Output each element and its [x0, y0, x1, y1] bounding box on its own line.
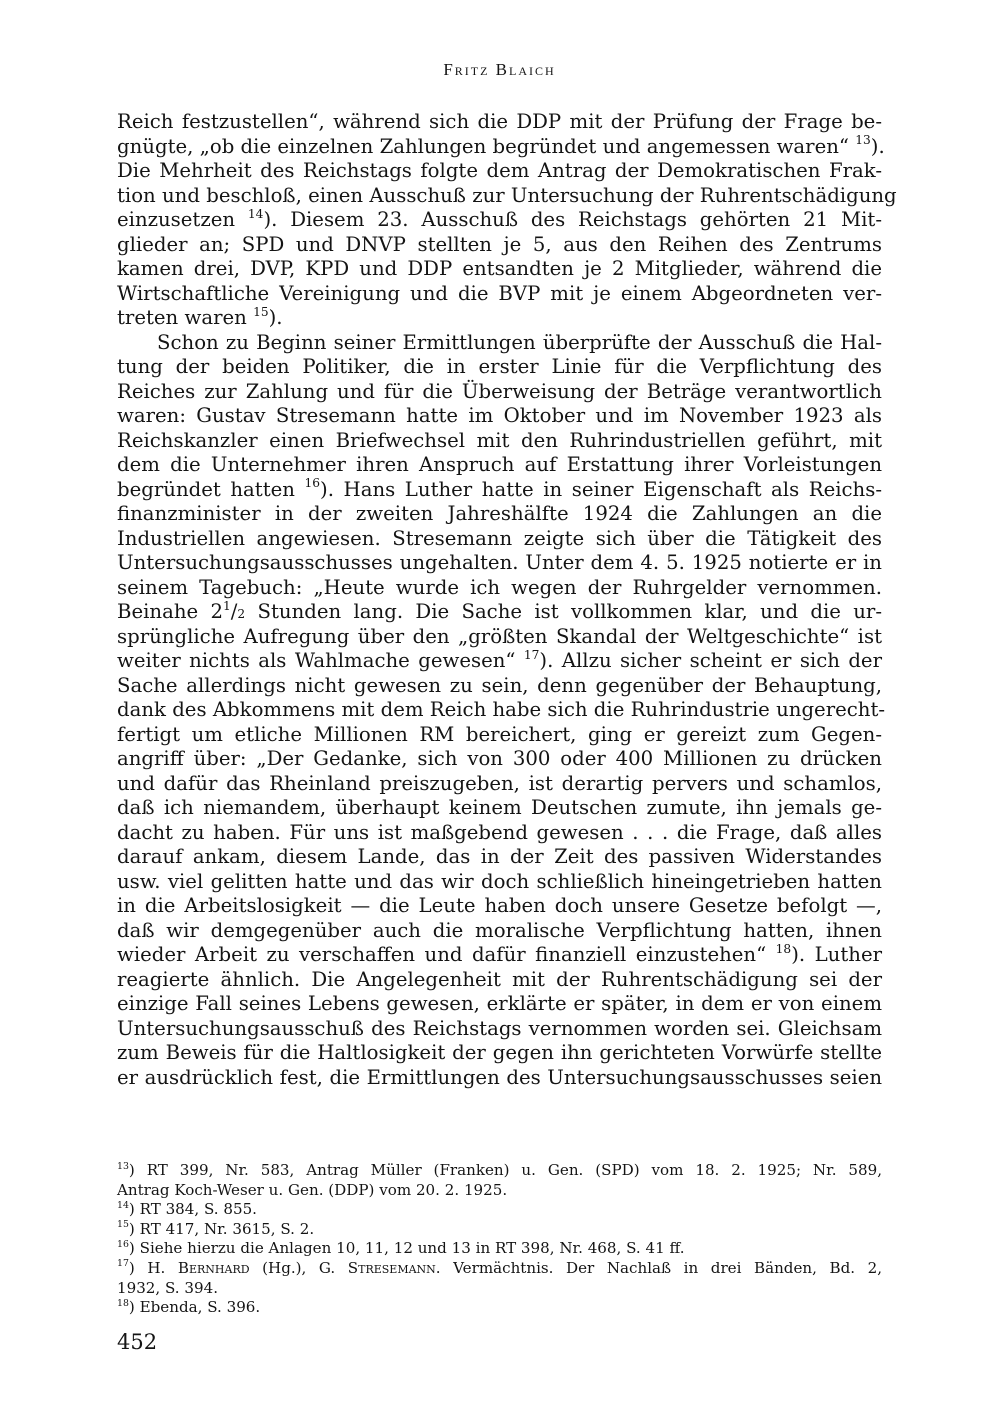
text-line: einzusetzen $^{14}$). Diesem 23. Ausschuß des Reichstags gehörten 21 Mit-: [117, 206, 882, 231]
text-line: dem die Unternehmer ihren Anspruch auf Erstattung ihrer Vorleistungen: [117, 453, 882, 476]
text-line: waren: Gustav Stresemann hatte im Oktober und im November 1923 als: [117, 404, 882, 427]
text-line: Schon zu Beginn seiner Ermittlungen überprüfte der Ausschuß die Hal-: [157, 330, 882, 354]
text-line: wieder Arbeit zu verschaffen und dafür finanziell einzustehen“ $^{18}$). Luther: [117, 941, 883, 966]
text-line: Sache allerdings nicht gewesen zu sein, denn gegenüber der Behauptung,: [117, 673, 882, 697]
text-line: Reichskanzler einen Briefwechsel mit den Ruhrindustriellen geführt, mit: [117, 428, 882, 452]
footnote-ref[interactable]: 16: [304, 476, 321, 491]
footnote-ref[interactable]: 15: [253, 304, 269, 319]
footnote-14: $^{14}$) RT 384, S. 855.: [117, 1199, 257, 1219]
footnote-ref[interactable]: 14: [247, 206, 264, 221]
text-line: tion und beschloß, einen Ausschuß zur Untersuchung der Ruhrentschädigung: [117, 183, 897, 207]
footnote-ref[interactable]: 18: [775, 941, 792, 956]
body-text: [117, 110, 897, 1090]
footnote-ref[interactable]: 13: [855, 133, 871, 148]
text-line: Untersuchungsausschuß des Reichstags vernommen worden sei. Gleichsam: [117, 1016, 882, 1040]
footnote-13-cont: Antrag Koch-Weser u. Gen. (DDP) vom 20. 2. 1925.: [117, 1180, 508, 1199]
text-line: gnügte, „ob die einzelnen Zahlungen begründet und angemessen waren“ $^{13}$).: [117, 133, 885, 158]
text-line: Reiches zur Zahlung und für die Überweisung der Beträge verantwortlich: [117, 379, 882, 403]
text-line: sprüngliche Aufregung über den „größten Skandal der Weltgeschichte“ ist: [117, 624, 882, 648]
text-line: glieder an; SPD und DNVP stellten je 5, aus den Reihen des Zentrums: [117, 232, 882, 256]
text-line: fertigt um etliche Millionen RM bereichert, ging er gereizt zum Gegen-: [117, 722, 882, 746]
text-line: Untersuchungsausschusses ungehalten. Unter dem 4. 5. 1925 notierte er in: [117, 551, 882, 574]
fraction-denominator: 2: [237, 607, 246, 621]
text-line: Reich festzustellen“, während sich die DDP mit der Prüfung der Frage be-: [117, 110, 882, 133]
footnote-17: $^{17}$) H. Bernhard (Hg.), G. Stresemann. Vermächtnis. Der Nachlaß in drei Bänden, Bd. 2,: [117, 1258, 882, 1277]
text-line: daß ich niemandem, überhaupt keinem Deutschen zumute, ihn jemals ge-: [117, 796, 882, 819]
text-line: weiter nichts als Wahlmache gewesen“ $^{17}$). Allzu sicher scheint er sich der: [117, 647, 882, 672]
fraction-numerator: 1: [223, 598, 231, 613]
text-line: reagierte ähnlich. Die Angelegenheit mit der Ruhrentschädigung sei der: [117, 967, 882, 991]
text-line: einzige Fall seines Lebens gewesen, erklärte er später, in dem er von einem: [117, 992, 882, 1015]
text-line: begründet hatten $^{16}$). Hans Luther hatte in seiner Eigenschaft als Reichs-: [117, 476, 882, 501]
text-line: kamen drei, DVP, KPD und DDP entsandten je 2 Mitglieder, während die: [117, 257, 882, 280]
text-line: daß wir demgegenüber auch die moralische Verpflichtung hatten, ihnen: [117, 918, 882, 942]
text-line: und dafür das Rheinland preiszugeben, ist derartig pervers und schamlos,: [117, 771, 882, 795]
footnote-ref[interactable]: 17: [523, 647, 540, 662]
text-line: in die Arbeitslosigkeit — die Leute haben doch unsere Gesetze befolgt —,: [117, 894, 882, 917]
text-line: finanzminister in der zweiten Jahreshälfte 1924 die Zahlungen an die: [117, 502, 882, 525]
text-line: Beinahe $2^1/2$ Stunden lang. Die Sache ist vollkommen klar, und die ur-: [117, 598, 882, 623]
text-line: usw. viel gelitten hatte und das wir doch schließlich hineingetrieben hatten: [117, 869, 882, 893]
footnote-13: $^{13}$) RT 399, Nr. 583, Antrag Müller (Franken) u. Gen. (SPD) vom 18. 2. 1925; Nr. 589,: [117, 1160, 882, 1179]
text-line: zum Beweis für die Haltlosigkeit der gegen ihn gerichteten Vorwürfe stellte: [117, 1041, 882, 1064]
text-line: dacht zu haben. Für uns ist maßgebend gewesen . . . die Frage, daß alles: [117, 820, 882, 844]
text-line: Industriellen angewiesen. Stresemann zeigte sich über die Tätigkeit des: [117, 526, 882, 550]
text-line: dank des Abkommens mit dem Reich habe sich die Ruhrindustrie ungerecht-: [117, 698, 886, 721]
footnote-15: $^{15}$) RT 417, Nr. 3615, S. 2.: [117, 1219, 315, 1238]
footnote-18: $^{18}$) Ebenda, S. 396.: [117, 1297, 261, 1317]
text-line: seinem Tagebuch: „Heute wurde ich wegen der Ruhrgelder vernommen.: [117, 575, 882, 599]
page-number: 452: [117, 1330, 158, 1354]
running-head: Fritz Blaich: [443, 60, 556, 79]
text-line: Die Mehrheit des Reichstags folgte dem Antrag der Demokratischen Frak-: [117, 159, 882, 182]
text-line: er ausdrücklich fest, die Ermittlungen des Untersuchungsausschusses seien: [117, 1065, 882, 1089]
footnotes: [117, 1161, 882, 1318]
text-line: tung der beiden Politiker, die in erster Linie für die Verpflichtung des: [117, 355, 882, 378]
text-line: treten waren $^{15}$).: [117, 304, 283, 329]
text-line: Wirtschaftliche Vereinigung und die BVP mit je einem Abgeordneten ver-: [117, 281, 882, 305]
footnote-17-cont: 1932, S. 394.: [117, 1278, 219, 1297]
fraction-slash: /: [230, 600, 238, 623]
text-line: angriff über: „Der Gedanke, sich von 300 oder 400 Millionen zu drücken: [117, 747, 882, 770]
footnote-16: $^{16}$) Siehe hierzu die Anlagen 10, 11, 12 und 13 in RT 398, Nr. 468, S. 41 ff.: [117, 1238, 685, 1258]
text-line: darauf ankam, diesem Lande, das in der Zeit des passiven Widerstandes: [117, 845, 882, 868]
